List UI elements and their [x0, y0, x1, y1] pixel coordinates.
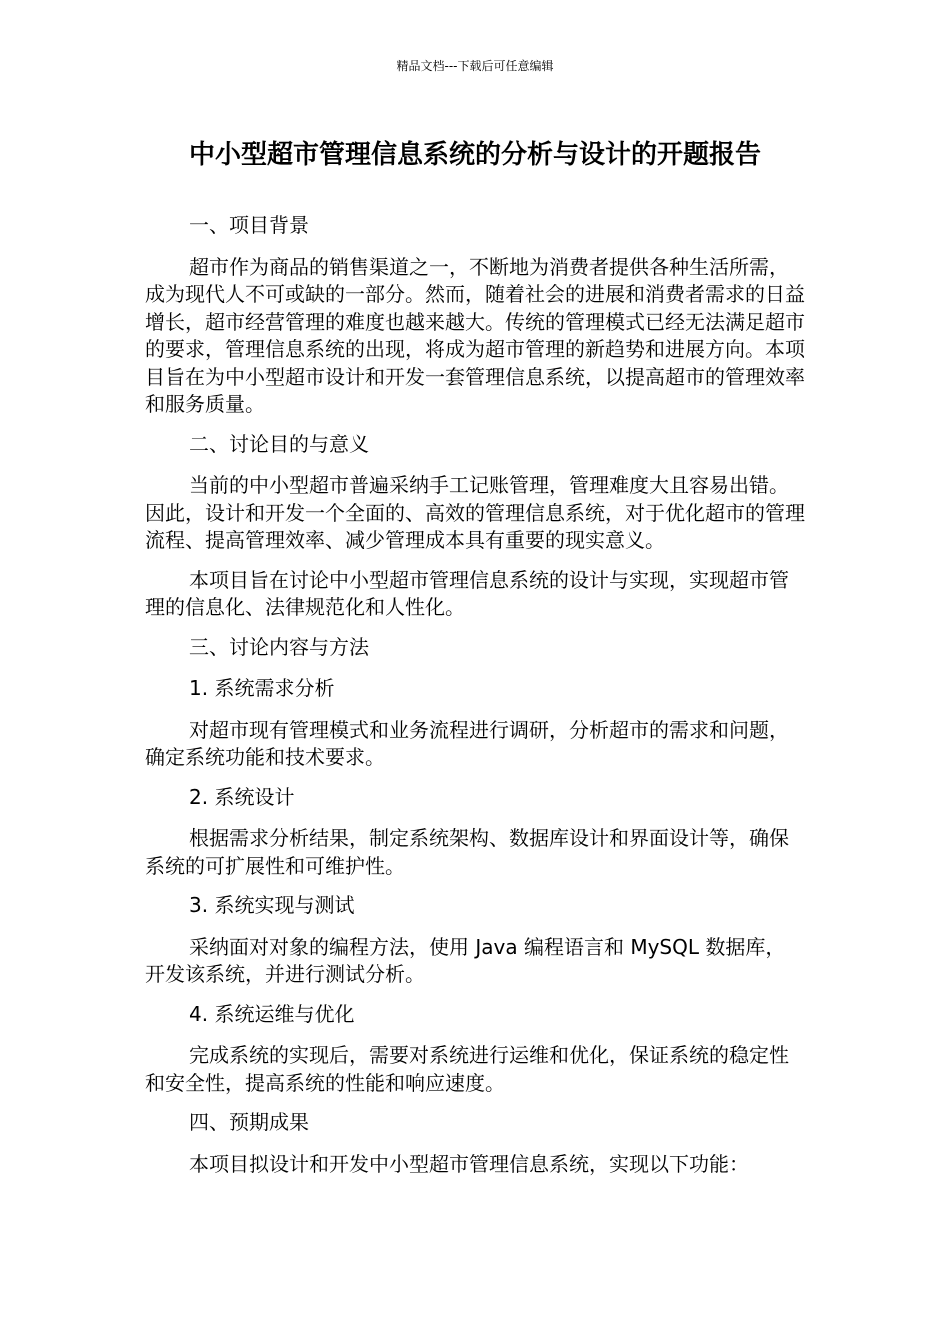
background-paragraph: 超市作为商品的销售渠道之一，不断地为消费者提供各种生活所需，成为现代人不可或缺的一部分。然而，随着社会的进展和消费者需求的日益增长，超市经营管理的难度也越来越大。传统的管理模式已经无法满足超市的要求，管理信息系统的出现，将成为超市管理的新趋势和进展方向。本项目旨在为中小型超市设计和开发一套管理信息系统，以提高超市的管理效率和服务质量。 — [145, 254, 805, 416]
requirements-paragraph: 对超市现有管理模式和业务流程进行调研，分析超市的需求和问题，确定系统功能和技术要求。 — [145, 717, 789, 769]
subheading-operations: 4. 系统运维与优化 — [189, 1001, 355, 1026]
operations-paragraph: 完成系统的实现后，需要对系统进行运维和优化，保证系统的稳定性和安全性，提高系统的性能和响应速度。 — [145, 1043, 789, 1095]
section-heading-expected-results: 四、预期成果 — [189, 1110, 309, 1134]
header-note: 精品文档---下载后可任意编辑 — [396, 59, 554, 73]
purpose-paragraph-2: 本项目旨在讨论中小型超市管理信息系统的设计与实现，实现超市管理的信息化、法律规范化和人性化。 — [145, 567, 789, 619]
document-body — [145, 212, 805, 1190]
section-heading-purpose: 二、讨论目的与意义 — [189, 431, 369, 456]
subheading-requirements: 1. 系统需求分析 — [189, 676, 335, 700]
design-paragraph: 根据需求分析结果，制定系统架构、数据库设计和界面设计等，确保系统的可扩展性和可维护性。 — [145, 826, 789, 878]
subheading-implementation: 3. 系统实现与测试 — [189, 893, 355, 917]
subheading-design: 2. 系统设计 — [189, 784, 295, 809]
expected-results-paragraph: 本项目拟设计和开发中小型超市管理信息系统，实现以下功能： — [189, 1151, 749, 1176]
implementation-paragraph: 采纳面对对象的编程方法，使用 Java 编程语言和 MySQL 数据库，开发该系统，并进行测试分析。 — [145, 934, 786, 986]
section-heading-content-method: 三、讨论内容与方法 — [189, 634, 369, 659]
purpose-paragraph-1: 当前的中小型超市普遍采纳手工记账管理，管理难度大且容易出错。因此，设计和开发一个全面的、高效的管理信息系统，对于优化超市的管理流程、提高管理效率、减少管理成本具有重要的现实意义。 — [145, 473, 805, 552]
section-heading-background: 一、项目背景 — [189, 213, 309, 237]
document-title: 中小型超市管理信息系统的分析与设计的开题报告 — [188, 140, 761, 170]
